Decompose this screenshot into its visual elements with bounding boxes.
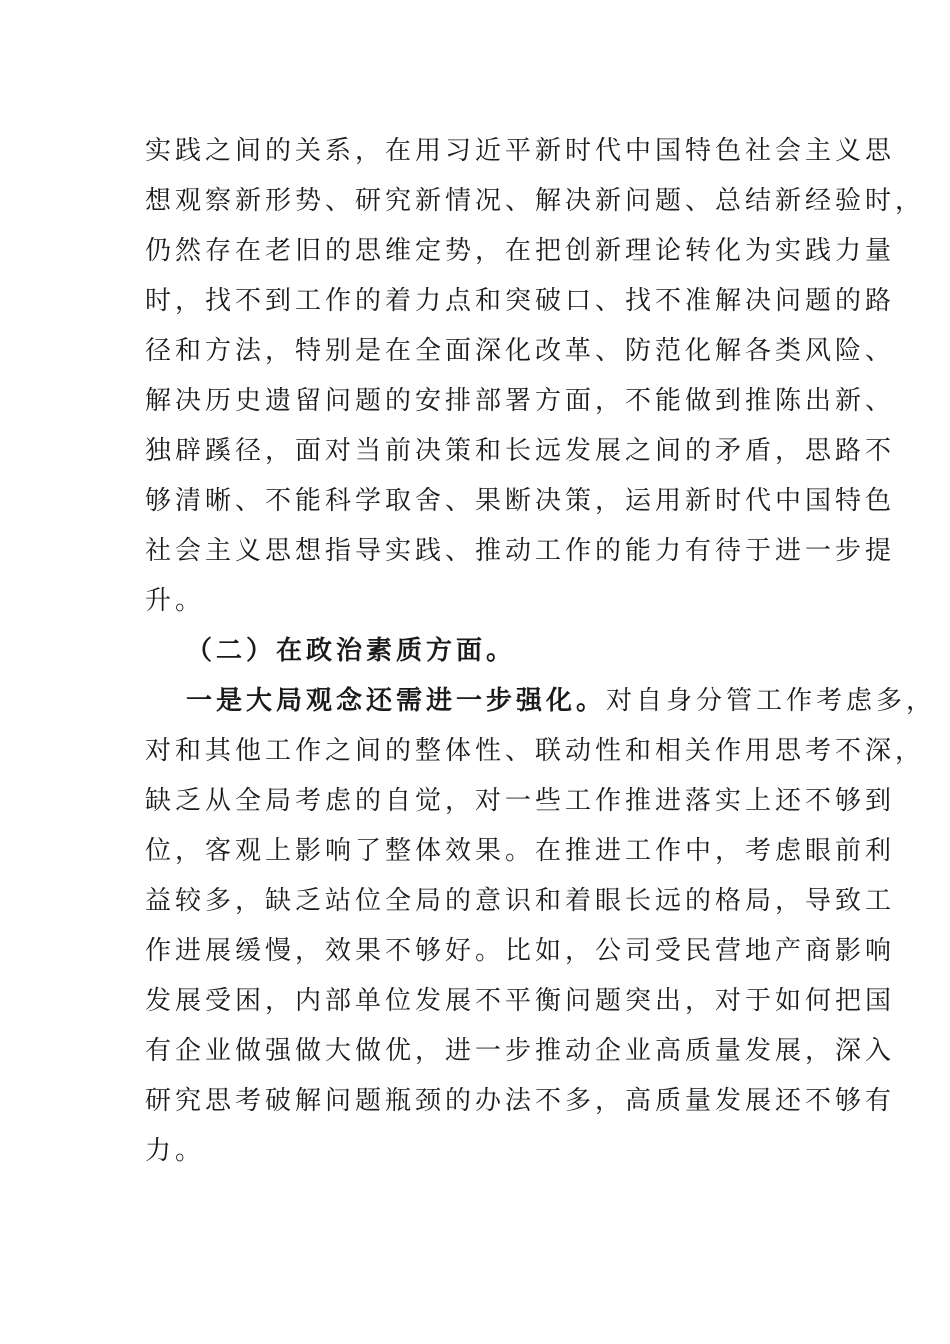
- text-line: 缺乏从全局考虑的自觉，对一些工作推进落实上还不够到: [145, 786, 896, 816]
- text-line: 对和其他工作之间的整体性、联动性和相关作用思考不深，: [145, 736, 926, 766]
- point-first-line-rest: 对自身分管工作考虑多，: [606, 686, 937, 716]
- section-heading: （二）在政治素质方面。: [186, 636, 517, 666]
- text-line: 位，客观上影响了整体效果。在推进工作中，考虑眼前利: [145, 836, 896, 866]
- text-line: 作进展缓慢，效果不够好。比如，公司受民营地产商影响: [145, 936, 896, 966]
- text-line: 够清晰、不能科学取舍、果断决策，运用新时代中国特色: [145, 486, 896, 516]
- text-line: 时，找不到工作的着力点和突破口、找不准解决问题的路: [145, 286, 896, 316]
- text-line: 研究思考破解问题瓶颈的办法不多，高质量发展还不够有: [145, 1086, 896, 1116]
- text-line: 有企业做强做大做优，进一步推动企业高质量发展，深入: [145, 1036, 896, 1066]
- text-line: 想观察新形势、研究新情况、解决新问题、总结新经验时，: [145, 186, 926, 216]
- text-line: 力。: [145, 1136, 206, 1166]
- text-line: 益较多，缺乏站位全局的意识和着眼长远的格局，导致工: [145, 886, 896, 916]
- text-line: 发展受困，内部单位发展不平衡问题突出，对于如何把国: [145, 986, 896, 1016]
- text-line: 升。: [145, 586, 206, 616]
- text-line: [186, 686, 936, 716]
- text-line: 独辟蹊径，面对当前决策和长远发展之间的矛盾，思路不: [145, 436, 896, 466]
- text-line: 径和方法，特别是在全面深化改革、防范化解各类风险、: [145, 336, 896, 366]
- text-line: 仍然存在老旧的思维定势，在把创新理论转化为实践力量: [145, 236, 896, 266]
- text-line: 实践之间的关系，在用习近平新时代中国特色社会主义思: [145, 136, 896, 166]
- point-heading: 一是大局观念还需进一步强化。: [186, 686, 607, 716]
- text-line: 社会主义思想指导实践、推动工作的能力有待于进一步提: [145, 536, 896, 566]
- text-line: 解决历史遗留问题的安排部署方面，不能做到推陈出新、: [145, 386, 896, 416]
